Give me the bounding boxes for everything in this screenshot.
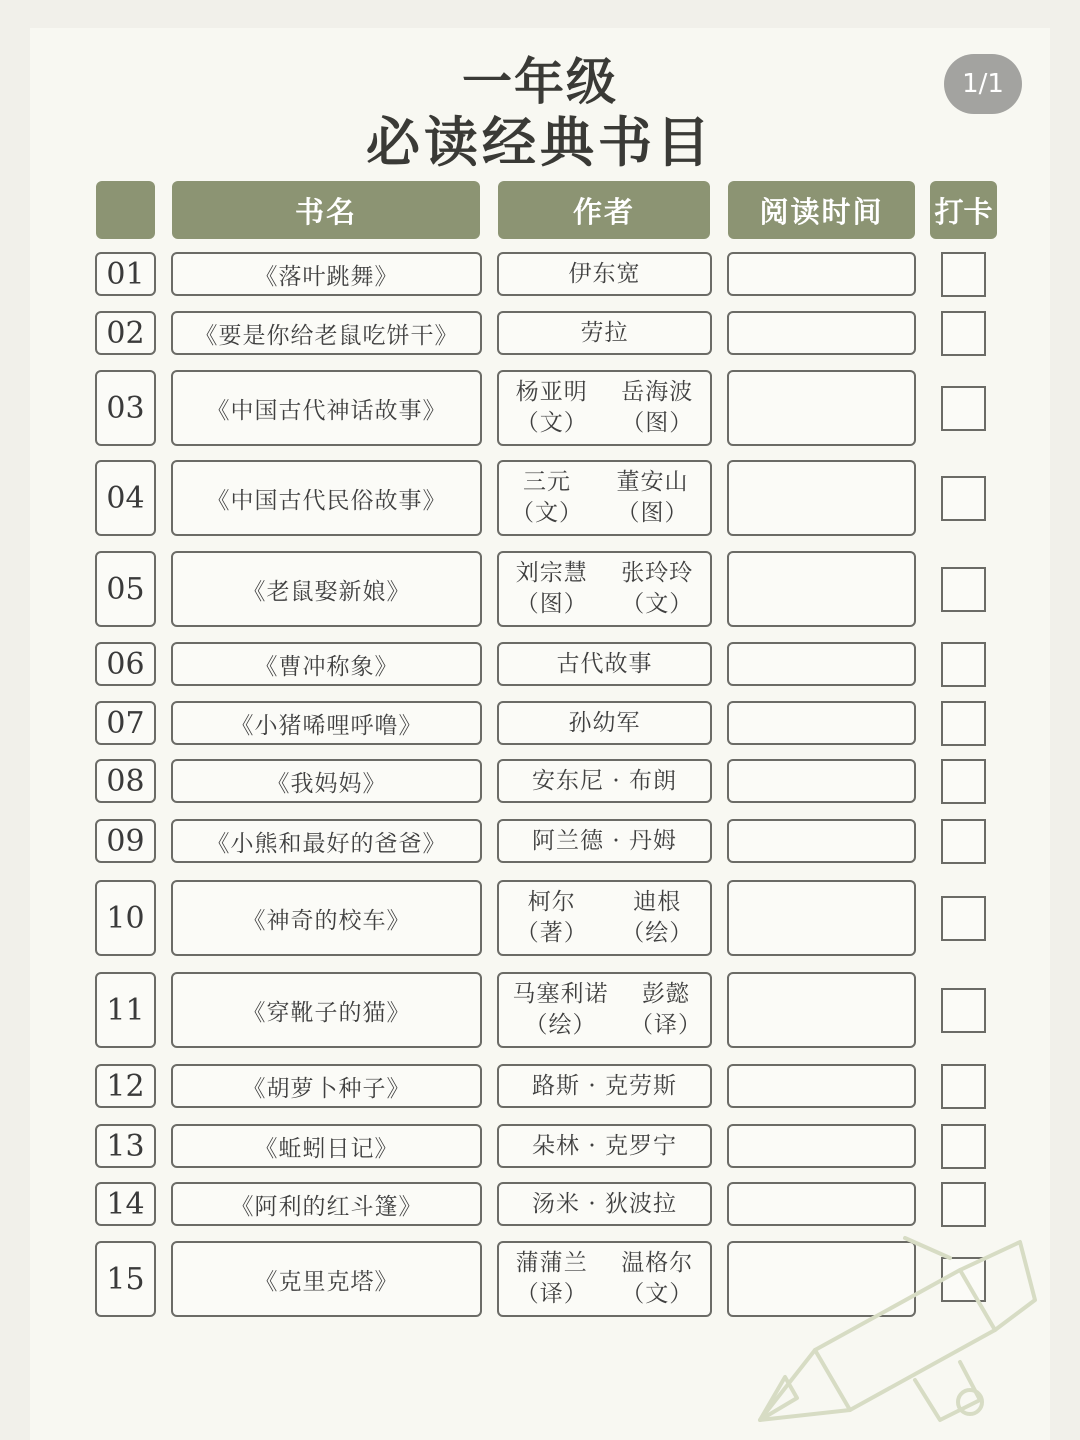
author-cell [497,759,712,803]
author-cell [497,642,712,686]
author-cell [497,1241,712,1317]
page-title-grade: 一年级 [462,53,618,111]
author-line: 汤米 · 狄波拉 [532,1190,677,1217]
row-number: 15 [95,1241,156,1317]
book-title: 《小猪唏哩呼噜》 [171,701,482,745]
row-number: 03 [95,370,156,446]
author-line: 彭懿（译） [630,981,703,1038]
reading-time-field[interactable] [727,311,916,355]
book-title: 《要是你给老鼠吃饼干》 [171,311,482,355]
author-line: 古代故事 [556,650,653,677]
author-line: 安东尼 · 布朗 [532,767,677,794]
row-number: 05 [95,551,156,627]
checkin-checkbox[interactable] [941,1064,986,1109]
book-title: 《胡萝卜种子》 [171,1064,482,1108]
table-row [0,460,1080,536]
author-cell [497,1182,712,1226]
reading-time-field[interactable] [727,460,916,536]
row-number: 13 [95,1124,156,1168]
author-line: 马塞利诺（绘） [512,981,609,1038]
table-row [0,252,1080,296]
table-row [0,551,1080,627]
header-book-title: 书名 [172,181,480,239]
table-row [0,370,1080,446]
author-line: 蒲蒲兰（译） [515,1250,588,1307]
author-line: 温格尔（文） [621,1250,694,1307]
checkin-checkbox[interactable] [941,1182,986,1227]
author-line: 阿兰德 · 丹姆 [532,827,677,854]
row-number: 12 [95,1064,156,1108]
checkin-checkbox[interactable] [941,252,986,297]
row-number: 08 [95,759,156,803]
author-line: 迪根（绘） [621,889,694,946]
author-line: 三元（文） [510,469,583,526]
author-line: 杨亚明（文） [515,379,588,436]
author-line: 刘宗慧（图） [515,560,588,617]
table-row [0,972,1080,1048]
row-number: 09 [95,819,156,863]
author-line: 柯尔（著） [515,889,588,946]
author-cell [497,460,712,536]
book-title: 《落叶跳舞》 [171,252,482,296]
author-line: 劳拉 [580,319,629,346]
reading-time-field[interactable] [727,1064,916,1108]
reading-time-field[interactable] [727,551,916,627]
checkin-checkbox[interactable] [941,759,986,804]
reading-time-field[interactable] [727,642,916,686]
author-cell [497,819,712,863]
author-line: 董安山（图） [616,469,689,526]
book-title: 《蚯蚓日记》 [171,1124,482,1168]
reading-time-field[interactable] [727,701,916,745]
author-line: 朵林 · 克罗宁 [532,1132,677,1159]
author-cell [497,252,712,296]
pencil-icon [745,1230,1045,1430]
reading-time-field[interactable] [727,819,916,863]
book-title: 《曹冲称象》 [171,642,482,686]
row-number: 14 [95,1182,156,1226]
book-title: 《我妈妈》 [171,759,482,803]
author-cell [497,1124,712,1168]
row-number: 04 [95,460,156,536]
table-row [0,759,1080,803]
checkin-checkbox[interactable] [941,1124,986,1169]
book-title: 《中国古代民俗故事》 [171,460,482,536]
author-line: 路斯 · 克劳斯 [532,1072,677,1099]
checkin-checkbox[interactable] [941,988,986,1033]
reading-time-field[interactable] [727,1124,916,1168]
page-title-list: 必读经典书目 [366,111,714,174]
reading-time-field[interactable] [727,759,916,803]
row-number: 07 [95,701,156,745]
book-title: 《老鼠娶新娘》 [171,551,482,627]
table-row [0,701,1080,745]
checkin-checkbox[interactable] [941,642,986,687]
reading-time-field[interactable] [727,1182,916,1226]
row-number: 11 [95,972,156,1048]
author-cell [497,311,712,355]
table-row [0,311,1080,355]
table-row [0,642,1080,686]
row-number: 01 [95,252,156,296]
header-reading-time: 阅读时间 [728,181,915,239]
table-row [0,1064,1080,1108]
checkin-checkbox[interactable] [941,567,986,612]
author-cell [497,1064,712,1108]
checkin-checkbox[interactable] [941,819,986,864]
author-cell [497,701,712,745]
table-row [0,1182,1080,1226]
book-title: 《中国古代神话故事》 [171,370,482,446]
book-title: 《穿靴子的猫》 [171,972,482,1048]
author-line: 岳海波（图） [621,379,694,436]
checkin-checkbox[interactable] [941,896,986,941]
author-cell [497,370,712,446]
reading-time-field[interactable] [727,252,916,296]
table-row [0,819,1080,863]
checkin-checkbox[interactable] [941,386,986,431]
author-cell [497,880,712,956]
checkin-checkbox[interactable] [941,476,986,521]
checkin-checkbox[interactable] [941,701,986,746]
author-line: 张玲玲（文） [621,560,694,617]
table-row [0,880,1080,956]
author-cell [497,551,712,627]
book-title: 《小熊和最好的爸爸》 [171,819,482,863]
page-indicator-badge[interactable]: 1/1 [944,54,1022,114]
book-title: 《克里克塔》 [171,1241,482,1317]
row-number: 10 [95,880,156,956]
row-number: 02 [95,311,156,355]
header-checkin: 打卡 [930,181,997,239]
header-author: 作者 [498,181,710,239]
author-cell [497,972,712,1048]
author-line: 孙幼军 [568,709,641,736]
table-row [0,1124,1080,1168]
row-number: 06 [95,642,156,686]
book-title: 《神奇的校车》 [171,880,482,956]
book-title: 《阿利的红斗篷》 [171,1182,482,1226]
header-number [96,181,155,239]
reading-time-field[interactable] [727,370,916,446]
checkin-checkbox[interactable] [941,311,986,356]
author-line: 伊东宽 [568,260,641,287]
reading-time-field[interactable] [727,880,916,956]
reading-time-field[interactable] [727,972,916,1048]
